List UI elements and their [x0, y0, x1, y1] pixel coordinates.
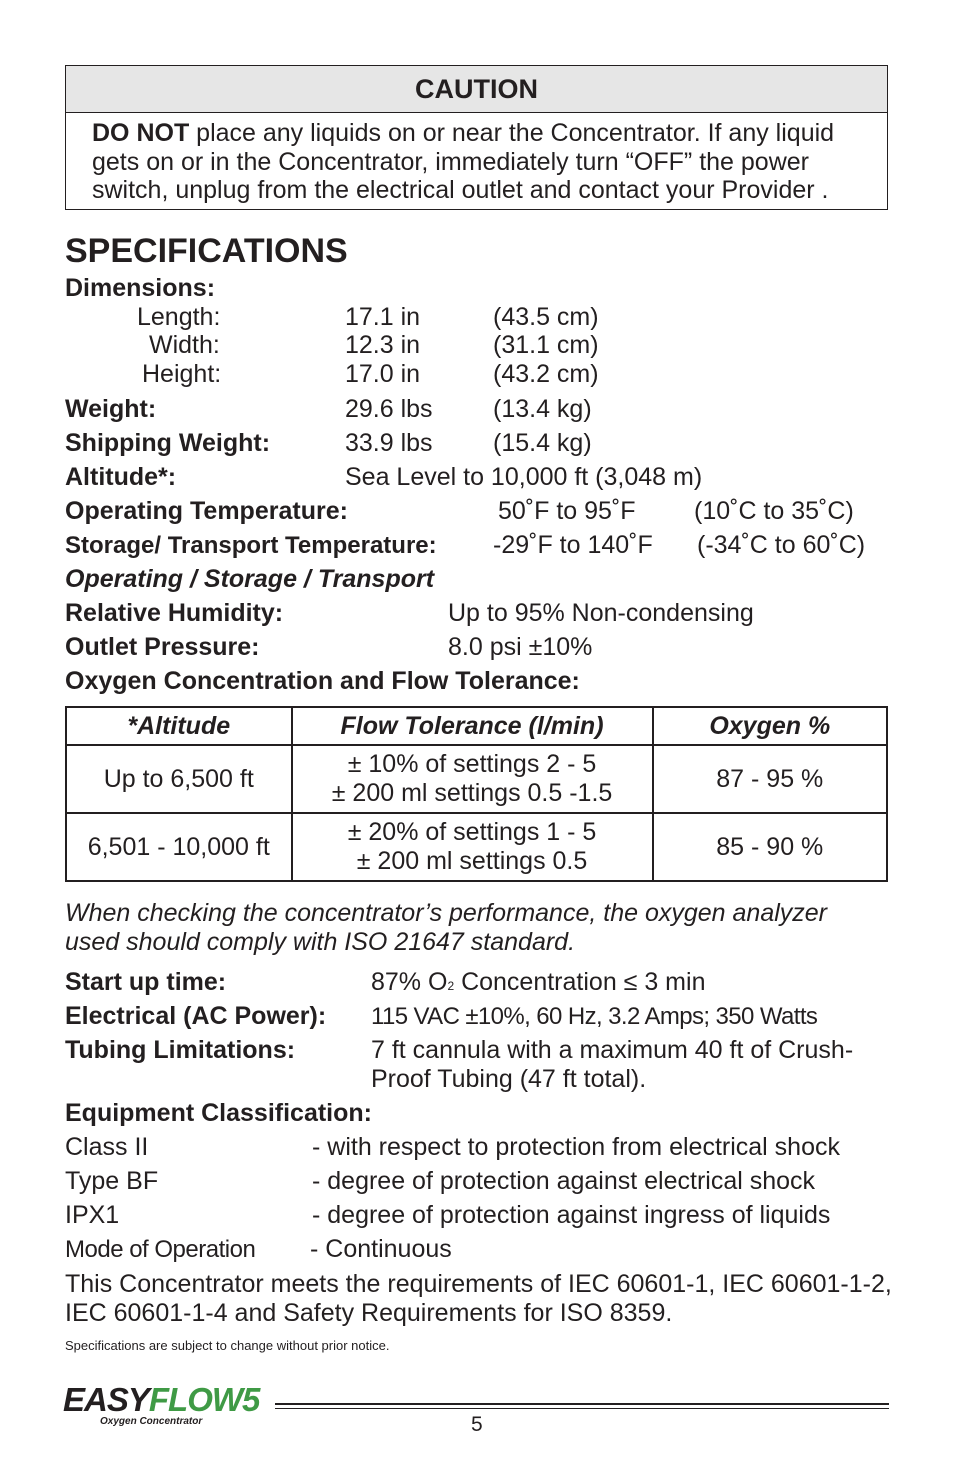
equipment-class-desc: - with respect to protection from electrical shock	[312, 1133, 840, 1161]
cell-altitude: 6,501 - 10,000 ft	[66, 813, 292, 881]
table-row	[66, 813, 887, 881]
equipment-mode-name: Mode of Operation	[65, 1236, 256, 1263]
table-row	[66, 745, 887, 813]
dim-length-cm: (43.5 cm)	[493, 303, 599, 331]
caution-title: CAUTION	[66, 66, 887, 113]
footer-rule	[275, 1403, 889, 1405]
cell-flow-line: ± 200 ml settings 0.5 -1.5	[331, 779, 613, 807]
tolerance-heading: Oxygen Concentration and Flow Tolerance:	[65, 667, 580, 695]
compliance-line1: This Concentrator meets the requirements of IEC 60601-1, IEC 60601-1-2,	[65, 1270, 892, 1298]
storage-temp-f: -29˚F to 140˚F	[493, 531, 653, 559]
cell-oxygen: 85 - 90 %	[653, 813, 887, 881]
equipment-type-desc: - degree of protection against electrical shock	[312, 1167, 816, 1195]
startup-value-post: Concentration ≤ 3 min	[454, 968, 706, 996]
logo-flow: FLOW5	[148, 1381, 260, 1418]
equipment-mode-desc: - Continuous	[310, 1235, 452, 1263]
brand-logo	[63, 1383, 259, 1417]
equipment-type-name: Type BF	[65, 1167, 159, 1195]
logo-subtitle: Oxygen Concentrator	[100, 1416, 203, 1427]
cell-flow	[292, 745, 653, 813]
analyzer-note-line2: used should comply with ISO 21647 standard.	[65, 928, 576, 956]
table-header-row	[66, 707, 887, 745]
dim-height-in: 17.0 in	[345, 360, 421, 388]
caution-lead: DO NOT	[92, 119, 190, 147]
dim-width-in: 12.3 in	[345, 331, 421, 359]
dimensions-label: Dimensions:	[65, 274, 216, 302]
startup-label: Start up time:	[65, 968, 227, 996]
humidity-label: Relative Humidity:	[65, 599, 284, 627]
shipping-weight-label: Shipping Weight:	[65, 429, 271, 457]
compliance-line2: IEC 60601-1-4 and Safety Requirements for ISO 8359.	[65, 1299, 673, 1327]
caution-text	[92, 119, 872, 205]
footer-rule	[275, 1408, 889, 1409]
cell-flow-line: ± 200 ml settings 0.5	[356, 847, 588, 875]
caution-box	[65, 65, 888, 210]
col-header-oxygen: Oxygen %	[653, 707, 887, 745]
equipment-ipx-name: IPX1	[65, 1201, 120, 1229]
startup-value-pre: 87% O	[371, 968, 448, 996]
tubing-line1: 7 ft cannula with a maximum 40 ft of Crush-	[371, 1036, 854, 1064]
equipment-class-name: Class II	[65, 1133, 149, 1161]
storage-temp-label: Storage/ Transport Temperature:	[65, 532, 437, 559]
electrical-label: Electrical (AC Power):	[65, 1002, 327, 1030]
altitude-value: Sea Level to 10,000 ft (3,048 m)	[345, 463, 703, 491]
dim-length-label: Length:	[137, 303, 221, 331]
logo-easy: EASY	[63, 1381, 149, 1418]
tubing-line2: Proof Tubing (47 ft total).	[371, 1065, 647, 1093]
analyzer-note-line1: When checking the concentrator’s performance, the oxygen analyzer	[65, 899, 827, 927]
humidity-value: Up to 95% Non-condensing	[448, 599, 754, 627]
operating-temp-f: 50˚F to 95˚F	[498, 497, 636, 525]
ost-heading: Operating / Storage / Transport	[65, 565, 435, 593]
operating-temp-label: Operating Temperature:	[65, 497, 348, 525]
tolerance-table	[65, 706, 888, 882]
cell-altitude: Up to 6,500 ft	[66, 745, 292, 813]
tubing-label: Tubing Limitations:	[65, 1036, 296, 1064]
dim-width-label: Width:	[149, 331, 220, 359]
operating-temp-c: (10˚C to 35˚C)	[694, 497, 854, 525]
cell-flow-line: ± 10% of settings 2 - 5	[347, 750, 597, 778]
shipping-weight-metric: (15.4 kg)	[493, 429, 592, 457]
dim-width-cm: (31.1 cm)	[493, 331, 599, 359]
equipment-ipx-desc: - degree of protection against ingress of liquids	[312, 1201, 831, 1229]
cell-flow	[292, 813, 653, 881]
weight-label: Weight:	[65, 395, 157, 423]
electrical-value: 115 VAC ±10%, 60 Hz, 3.2 Amps; 350 Watts	[371, 1003, 818, 1030]
altitude-label: Altitude*:	[65, 463, 177, 491]
page-number: 5	[471, 1413, 483, 1436]
caution-body-text: place any liquids on or near the Concentrator. If any liquid gets on or in the Concentrator, immediately turn “OFF” the power switch, unplug from the electrical outlet and contact your Provider .	[92, 119, 835, 204]
dim-length-in: 17.1 in	[345, 303, 421, 331]
disclaimer: Specifications are subject to change without prior notice.	[65, 1338, 390, 1353]
cell-oxygen: 87 - 95 %	[653, 745, 887, 813]
dim-height-cm: (43.2 cm)	[493, 360, 599, 388]
cell-flow-line: ± 20% of settings 1 - 5	[347, 818, 597, 846]
equipment-label: Equipment Classification:	[65, 1099, 372, 1127]
col-header-flow: Flow Tolerance (l/min)	[292, 707, 653, 745]
startup-value	[371, 968, 705, 1001]
storage-temp-c: (-34˚C to 60˚C)	[697, 531, 866, 559]
page-title: SPECIFICATIONS	[65, 232, 348, 270]
col-header-altitude: *Altitude	[66, 707, 292, 745]
weight-imperial: 29.6 lbs	[345, 395, 433, 423]
shipping-weight-imperial: 33.9 lbs	[345, 429, 433, 457]
outlet-pressure-label: Outlet Pressure:	[65, 633, 260, 661]
dim-height-label: Height:	[142, 360, 222, 388]
startup-value-sub: 2	[447, 979, 455, 993]
outlet-pressure-value: 8.0 psi ±10%	[448, 633, 593, 661]
weight-metric: (13.4 kg)	[493, 395, 592, 423]
